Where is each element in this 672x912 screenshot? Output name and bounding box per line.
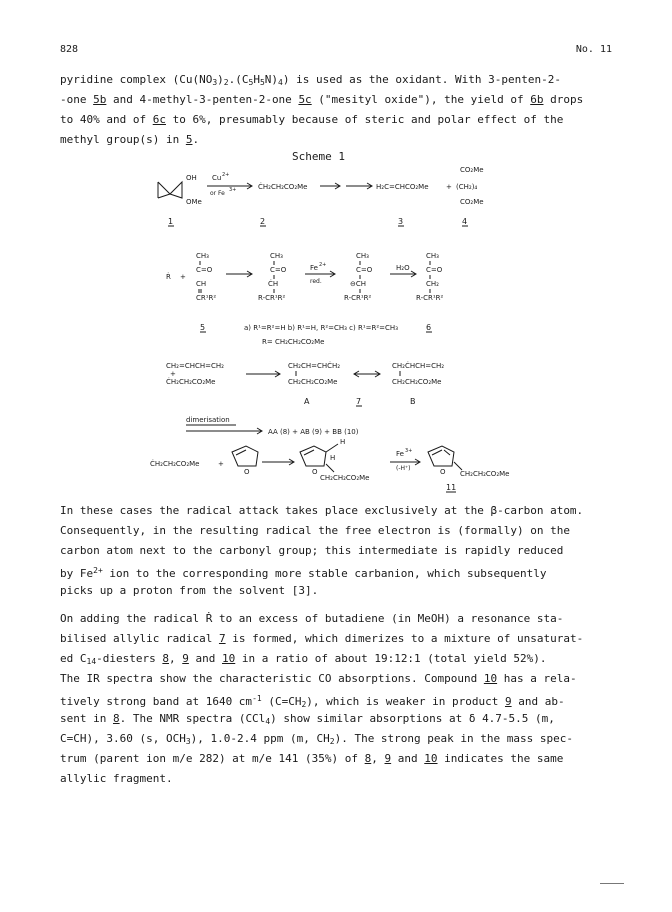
furan-ring-2 bbox=[300, 446, 326, 466]
svg-text:H₂O: H₂O bbox=[396, 264, 410, 272]
svg-text:C=O: C=O bbox=[356, 266, 373, 274]
body-paragraph-2: On adding the radical Ṙ to an excess of butadiene (in MeOH) a resonance sta- bilised allylic radical 7 is formed, which dimerizes to a mixture of unsaturat- ed $C_{14}$-diesters 8, 9 and 10 in a ratio of about 19:12:1 (total yield 52%). The IR spectra show the characteristic CO absorptions. Compound 10 has a rela- tively strong band at 1640 $cm^{-1}$ $(C=CH_2)$, which is weaker in product 9 and ab- sent in 8. The NMR spectra (CCl$_4$) show similar absorptions at δ 4.7-5.5 (m, C=CH), 3.60 (s, $OCH_3$), 1.0-2.4 ppm (m, $CH_2$). The strong peak in the mass spec- trum (parent ion m/e 282) at m/e 141 (35%) of 8, 9 and 10 indicates the same allylic fragment. bbox=[60, 612, 584, 785]
svg-text:CH₂: CH₂ bbox=[426, 280, 439, 288]
intro-paragraph bbox=[60, 70, 620, 150]
svg-text:6: 6 bbox=[426, 323, 432, 332]
svg-text:CH₃: CH₃ bbox=[270, 252, 283, 260]
svg-text:A: A bbox=[304, 397, 310, 406]
svg-text:C=O: C=O bbox=[426, 266, 443, 274]
svg-text:C=O: C=O bbox=[270, 266, 287, 274]
svg-text:H: H bbox=[340, 438, 346, 446]
svg-text:CH₂CH=CHĊH₂: CH₂CH=CHĊH₂ bbox=[288, 362, 341, 370]
svg-text:3: 3 bbox=[398, 217, 404, 226]
svg-text:CH₂CH₂CO₂Me: CH₂CH₂CO₂Me bbox=[392, 378, 442, 386]
body-paragraph-1: In these cases the radical attack takes place exclusively at the β-carbon atom. Consequently, in the resulting radical the free electron is (formally) on the carbon atom next to the carbonyl group; this intermediate is rapidly reduced by $Fe^{2+}$ ion to the corresponding more stable carbanion, which subsequently picks up a proton from the solvent [3]. bbox=[60, 504, 584, 597]
svg-text:O: O bbox=[312, 468, 318, 476]
page-number: 828 bbox=[60, 44, 79, 55]
page-corner-mark bbox=[600, 883, 624, 884]
diester-bot: CO₂Me bbox=[460, 198, 484, 206]
svg-text:⊖CH: ⊖CH bbox=[350, 280, 367, 288]
svg-text:+: + bbox=[180, 273, 186, 281]
furan-ring-1 bbox=[232, 446, 258, 466]
svg-text:1: 1 bbox=[168, 217, 174, 226]
svg-text:R-CR¹R²: R-CR¹R² bbox=[416, 294, 444, 302]
svg-text:+: + bbox=[446, 183, 452, 191]
text-line: pyridine complex $(Cu(NO_3)_2.(C_5H_5N)_4)$ is used as the oxidant. With 3-penten-2- bbox=[60, 73, 561, 87]
text-line: to 40% and of 6c to 6%, presumably because of steric and polar effect of the bbox=[60, 113, 564, 126]
svg-text:3+: 3+ bbox=[405, 448, 413, 454]
cyclopropanol-ring bbox=[158, 182, 182, 198]
svg-text:CH₂CH₂CO₂Me: CH₂CH₂CO₂Me bbox=[288, 378, 338, 386]
svg-text:11: 11 bbox=[446, 483, 457, 492]
svg-text:CH₂CH₂CO₂Me: CH₂CH₂CO₂Me bbox=[460, 470, 510, 478]
svg-text:O: O bbox=[244, 468, 250, 476]
svg-text:B: B bbox=[410, 397, 416, 406]
scheme-row-3 bbox=[166, 361, 444, 406]
acrylate-3: H₂C=CHCO₂Me bbox=[376, 183, 429, 191]
svg-text:+: + bbox=[218, 460, 224, 468]
svg-text:ĊH: ĊH bbox=[268, 280, 279, 288]
svg-text:2+: 2+ bbox=[222, 172, 230, 178]
svg-text:CH₃: CH₃ bbox=[356, 252, 369, 260]
svg-text:CH: CH bbox=[196, 280, 207, 288]
svg-text:7: 7 bbox=[356, 397, 362, 406]
svg-text:5: 5 bbox=[200, 323, 206, 332]
svg-text:(-H⁺): (-H⁺) bbox=[396, 465, 411, 472]
svg-text:2+: 2+ bbox=[319, 262, 327, 268]
svg-text:R-CR¹R²: R-CR¹R² bbox=[344, 294, 372, 302]
svg-text:CH₂CH₂CO₂Me: CH₂CH₂CO₂Me bbox=[320, 474, 370, 482]
svg-text:Ṙ: Ṙ bbox=[166, 273, 171, 281]
svg-text:Fe: Fe bbox=[310, 264, 318, 272]
cu-reagent: Cu bbox=[212, 174, 222, 182]
svg-text:AA (8) + AB (9) + BB (10): AA (8) + AB (9) + BB (10) bbox=[268, 428, 359, 436]
svg-text:H: H bbox=[330, 454, 336, 462]
svg-text:CH₂=CHCH=CH₂: CH₂=CHCH=CH₂ bbox=[166, 362, 224, 370]
svg-text:CH₃: CH₃ bbox=[426, 252, 439, 260]
fe-reagent: or Fe bbox=[210, 190, 225, 197]
scheme-row-4 bbox=[186, 416, 359, 436]
radical-2: ĊH₂CH₂CO₂Me bbox=[258, 183, 308, 191]
scheme-title: Scheme 1 bbox=[292, 150, 345, 163]
svg-text:2: 2 bbox=[260, 217, 266, 226]
svg-text:O: O bbox=[440, 468, 446, 476]
svg-text:dimerisation: dimerisation bbox=[186, 416, 230, 424]
svg-text:R= CH₂CH₂CO₂Me: R= CH₂CH₂CO₂Me bbox=[262, 338, 325, 346]
diester-top: CO₂Me bbox=[460, 166, 484, 174]
scheme-row-2 bbox=[166, 252, 444, 346]
ome-label: OMe bbox=[186, 198, 202, 206]
svg-text:ĊH₂CH₂CO₂Me: ĊH₂CH₂CO₂Me bbox=[166, 378, 216, 386]
diester-mid: (CH₂)₄ bbox=[456, 183, 478, 191]
svg-text:a) R¹=R²=H b) R¹=H, R²=CH₃: a) R¹=R²=H b) R¹=H, R²=CH₃ c) R¹=R²=CH₃ bbox=[244, 324, 399, 332]
text-line: -one 5b and 4-methyl-3-penten-2-one 5c ("mesityl oxide"), the yield of 6b drops bbox=[60, 93, 584, 106]
svg-text:CR¹R²: CR¹R² bbox=[196, 294, 217, 302]
issue-number: No. 11 bbox=[575, 44, 612, 55]
svg-text:3+: 3+ bbox=[229, 187, 237, 193]
scheme-row-5 bbox=[150, 438, 509, 492]
svg-text:C=O: C=O bbox=[196, 266, 213, 274]
svg-text:+: + bbox=[170, 370, 176, 378]
scheme-row-1 bbox=[158, 166, 484, 226]
svg-text:red.: red. bbox=[310, 278, 322, 285]
text-line: methyl group(s) in 5. bbox=[60, 133, 200, 146]
svg-text:CH₂ĊHCH=CH₂: CH₂ĊHCH=CH₂ bbox=[392, 362, 445, 370]
svg-text:ĊH₂CH₂CO₂Me: ĊH₂CH₂CO₂Me bbox=[150, 460, 200, 468]
svg-text:4: 4 bbox=[462, 217, 468, 226]
oh-label: OH bbox=[186, 174, 197, 182]
svg-text:R-CR¹R²: R-CR¹R² bbox=[258, 294, 286, 302]
furan-ring-3 bbox=[428, 446, 454, 466]
svg-text:CH₃: CH₃ bbox=[196, 252, 209, 260]
svg-text:Fe: Fe bbox=[396, 450, 404, 458]
